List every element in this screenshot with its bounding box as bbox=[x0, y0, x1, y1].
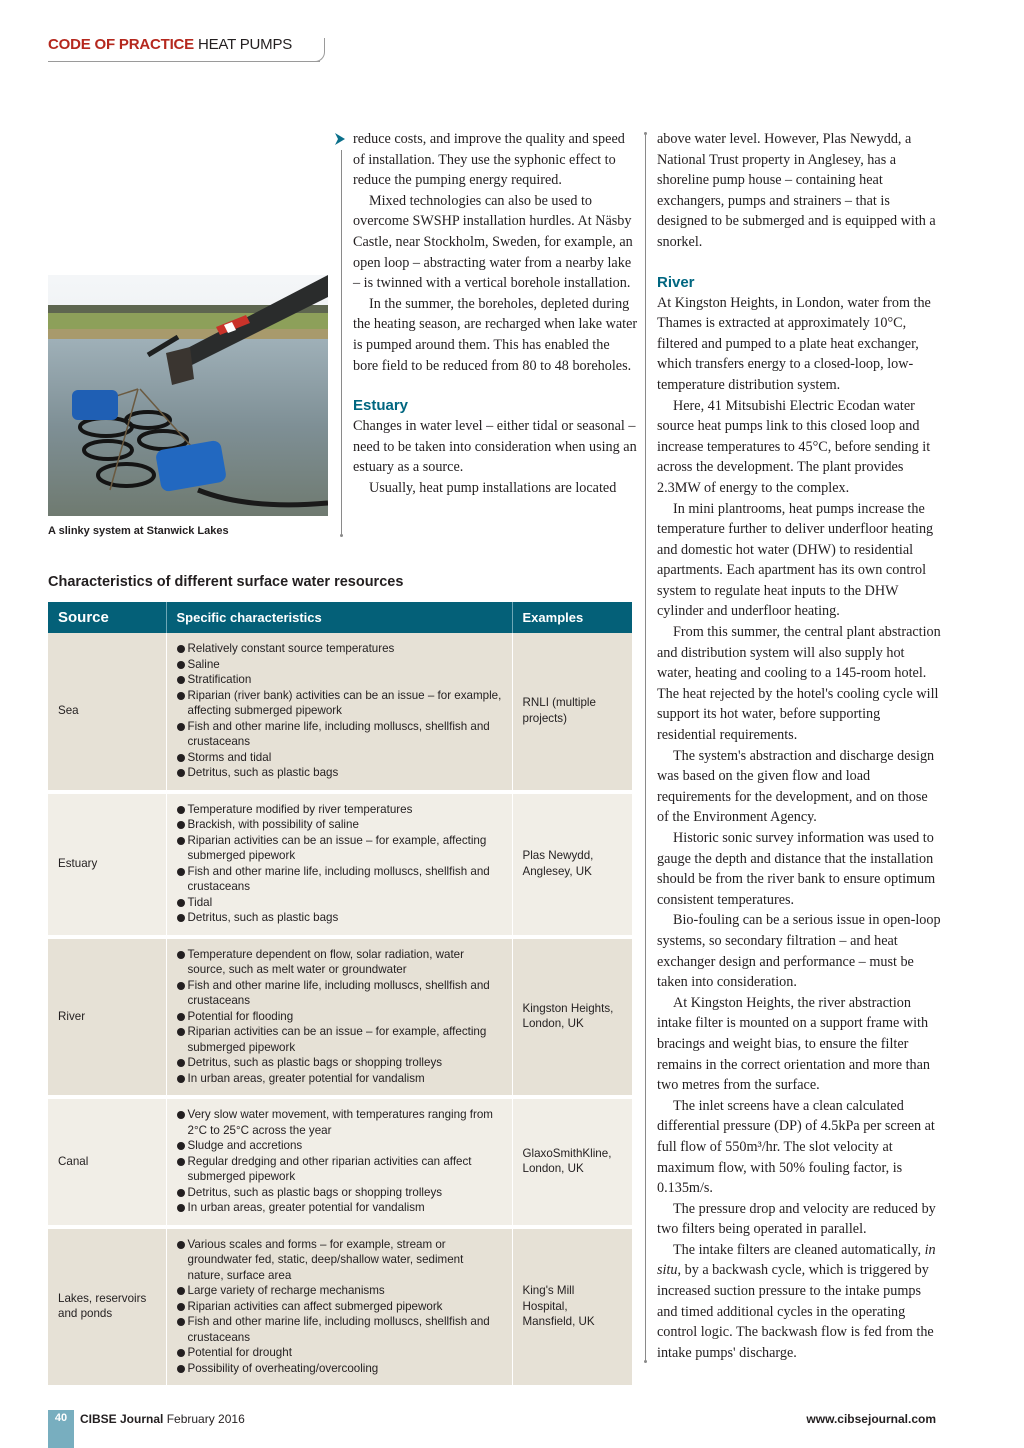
characteristic-item bbox=[177, 1314, 502, 1345]
characteristic-text: Temperature dependent on flow, solar radiation, water source, such as melt water or groundwater bbox=[187, 947, 464, 976]
characteristic-text: Sludge and accretions bbox=[187, 1139, 303, 1152]
running-header bbox=[48, 36, 292, 53]
bullet-icon bbox=[177, 1028, 185, 1036]
bullet-icon bbox=[177, 1318, 185, 1326]
characteristic-text: Relatively constant source temperatures bbox=[187, 642, 395, 655]
cell-characteristics bbox=[166, 1097, 512, 1227]
characteristic-item bbox=[177, 1361, 502, 1377]
characteristic-text: Riparian activities can be an issue – for example, affecting submerged pipework bbox=[187, 833, 487, 862]
journal-url[interactable]: www.cibsejournal.com bbox=[806, 1412, 936, 1426]
bullet-icon bbox=[177, 769, 185, 777]
bullet-icon bbox=[177, 914, 185, 922]
bullet-icon bbox=[177, 821, 185, 829]
characteristic-text: Saline bbox=[187, 657, 220, 671]
table-row bbox=[48, 1097, 632, 1227]
characteristic-text: Tidal bbox=[187, 895, 213, 909]
characteristic-text: Fish and other marine life, including molluscs, shellfish and crustaceans bbox=[187, 1315, 490, 1344]
characteristic-item bbox=[177, 1283, 502, 1299]
characteristic-text: Storms and tidal bbox=[187, 750, 272, 764]
characteristic-item bbox=[177, 641, 502, 657]
subheading-river: River bbox=[657, 273, 695, 291]
body-paragraph: At Kingston Heights, the river abstraction intake filter is mounted on a support frame with bracings and weight bias, to ensure the filter remains in the correct orientation and more than two metres from the surface. bbox=[657, 994, 931, 1094]
column-header-characteristics: Specific characteristics bbox=[166, 602, 512, 633]
characteristic-text: Potential for flooding bbox=[187, 1009, 294, 1023]
bullet-icon bbox=[177, 645, 185, 653]
body-column-2 bbox=[657, 129, 942, 1363]
column-header-source: Source bbox=[48, 602, 166, 633]
cell-examples: GlaxoSmithKline, London, UK bbox=[512, 1097, 632, 1227]
characteristic-item bbox=[177, 750, 502, 766]
characteristic-item bbox=[177, 802, 502, 818]
table-header-row bbox=[48, 602, 632, 633]
table-row bbox=[48, 1227, 632, 1386]
characteristics-list bbox=[177, 641, 502, 781]
characteristic-item bbox=[177, 1071, 502, 1087]
characteristic-item bbox=[177, 1345, 502, 1361]
characteristic-text: Detritus, such as plastic bags bbox=[187, 911, 339, 924]
bullet-icon bbox=[177, 837, 185, 845]
table-title: Characteristics of different surface water resources bbox=[48, 574, 404, 590]
column-rule-right-end bbox=[644, 1360, 647, 1363]
table-row bbox=[48, 633, 632, 792]
cell-characteristics bbox=[166, 1227, 512, 1386]
characteristic-text: In urban areas, greater potential for vandalism bbox=[187, 1201, 425, 1214]
bullet-icon bbox=[177, 951, 185, 959]
section-label: CODE OF PRACTICE bbox=[48, 36, 194, 53]
journal-name: CIBSE Journal bbox=[80, 1412, 164, 1426]
characteristic-item bbox=[177, 1185, 502, 1201]
cell-source: Estuary bbox=[48, 792, 166, 937]
body-paragraph: The system's abstraction and discharge design was based on the given flow and load requirements for the development, and on those of the Environment Agency. bbox=[657, 747, 935, 826]
body-paragraph: In mini plantrooms, heat pumps increase the temperature further to deliver underfloor heating and domestic hot water (DHW) to residential apartments. Each apartment has its own control system to regulate heat inputs to the DHW cylinder and underfloor heating. bbox=[657, 500, 934, 620]
body-paragraph: Historic sonic survey information was used to gauge the depth and distance that the installation should be from the river bank to ensure optimum consistent temperatures. bbox=[657, 830, 936, 908]
body-paragraph: Here, 41 Mitsubishi Electric Ecodan water source heat pumps link to this closed loop and increase temperatures to 45°C, before sending it across the development. The plant provides 2.3MW of energy to the complex. bbox=[657, 397, 931, 496]
cell-examples: Kingston Heights, London, UK bbox=[512, 937, 632, 1098]
characteristic-item bbox=[177, 947, 502, 978]
characteristic-item bbox=[177, 1138, 502, 1154]
bullet-icon bbox=[177, 806, 185, 814]
characteristics-list bbox=[177, 947, 502, 1087]
characteristic-item bbox=[177, 1009, 502, 1025]
body-paragraph: Usually, heat pump installations are located bbox=[369, 479, 617, 496]
cell-characteristics bbox=[166, 937, 512, 1098]
bullet-icon bbox=[177, 692, 185, 700]
characteristics-list bbox=[177, 1107, 502, 1216]
bullet-icon bbox=[177, 754, 185, 762]
bullet-icon bbox=[177, 1142, 185, 1150]
characteristic-text: Regular dredging and other riparian activities can affect submerged pipework bbox=[187, 1154, 472, 1183]
characteristic-item bbox=[177, 1237, 502, 1284]
bullet-icon bbox=[177, 723, 185, 731]
table-row bbox=[48, 792, 632, 937]
body-paragraph: At Kingston Heights, in London, water from the Thames is extracted at approximately 10°C, filtered and pumped to a plate heat exchanger, which transfers energy to a closed-loop, low-temperature distribution system. bbox=[657, 294, 931, 393]
column-rule-right-start bbox=[644, 132, 647, 135]
bullet-icon bbox=[177, 1059, 185, 1067]
topic-label: HEAT PUMPS bbox=[197, 36, 293, 53]
header-rule-curve bbox=[310, 38, 325, 62]
cell-characteristics bbox=[166, 792, 512, 937]
characteristic-text: Very slow water movement, with temperatures ranging from 2°C to 25°C across the year bbox=[187, 1108, 493, 1137]
footer-journal bbox=[80, 1412, 245, 1426]
characteristic-text: Fish and other marine life, including molluscs, shellfish and crustaceans bbox=[187, 978, 490, 1007]
body-paragraph: reduce costs, and improve the quality and speed of installation. They use the syphonic effect to reduce the pumping energy required. bbox=[353, 131, 625, 189]
characteristic-text: Riparian (river bank) activities can be an issue – for example, affecting submerged pipework bbox=[187, 688, 502, 717]
cell-source: Canal bbox=[48, 1097, 166, 1227]
cell-source: Sea bbox=[48, 633, 166, 792]
characteristic-item bbox=[177, 1024, 502, 1055]
body-column-1 bbox=[353, 129, 638, 499]
body-paragraph: above water level. However, Plas Newydd, a National Trust property in Anglesey, has a shoreline pump house – containing heat exchangers, pumps and strainers – that is designed to be submerged and is equipped with a snorkel. bbox=[657, 131, 936, 250]
body-paragraph: Mixed technologies can also be used to overcome SWSHP installation hurdles. At Näsby Castle, near Stockholm, Sweden, for example, an open loop – abstracting water from a nearby lake – is twinned with a vertical borehole installation. bbox=[353, 192, 633, 292]
bullet-icon bbox=[177, 1204, 185, 1212]
subheading-estuary: Estuary bbox=[353, 397, 409, 415]
characteristic-item bbox=[177, 864, 502, 895]
column-rule-left bbox=[341, 150, 342, 535]
characteristic-text: Brackish, with possibility of saline bbox=[187, 818, 359, 831]
surface-water-table bbox=[48, 602, 632, 1385]
characteristic-text: Temperature modified by river temperatures bbox=[187, 802, 413, 816]
italic-phrase: in situ bbox=[657, 1241, 936, 1279]
characteristic-text: Fish and other marine life, including molluscs, shellfish and crustaceans bbox=[187, 719, 490, 748]
body-paragraph: The pressure drop and velocity are reduced by two filters being operated in parallel. bbox=[657, 1200, 936, 1238]
characteristic-item bbox=[177, 657, 502, 673]
bullet-icon bbox=[177, 1365, 185, 1373]
body-paragraph: In the summer, the boreholes, depleted during the heating season, are recharged when lake water is pumped around them. This has enabled the bore field to be reduced from 80 to 48 boreholes. bbox=[353, 295, 638, 374]
characteristic-text: Riparian activities can affect submerged pipework bbox=[187, 1299, 443, 1313]
characteristic-item bbox=[177, 765, 502, 781]
bullet-icon bbox=[177, 1158, 185, 1166]
characteristic-text: Potential for drought bbox=[187, 1346, 292, 1359]
column-rule-right bbox=[645, 133, 646, 1361]
bullet-icon bbox=[177, 1241, 185, 1249]
cell-examples: King's Mill Hospital, Mansfield, UK bbox=[512, 1227, 632, 1386]
characteristic-item bbox=[177, 833, 502, 864]
characteristic-item bbox=[177, 1200, 502, 1216]
continued-arrow-icon bbox=[333, 132, 347, 146]
bullet-icon bbox=[177, 899, 185, 907]
characteristic-text: Detritus, such as plastic bags or shopping trolleys bbox=[187, 1185, 443, 1199]
cell-examples: Plas Newydd, Anglesey, UK bbox=[512, 792, 632, 937]
bullet-icon bbox=[177, 1303, 185, 1311]
bullet-icon bbox=[177, 1189, 185, 1197]
characteristic-item bbox=[177, 1154, 502, 1185]
slinky-photo bbox=[48, 275, 328, 516]
characteristic-text: Possibility of overheating/overcooling bbox=[187, 1361, 379, 1375]
characteristics-list bbox=[177, 802, 502, 926]
characteristic-text: Large variety of recharge mechanisms bbox=[187, 1284, 385, 1297]
header-rule bbox=[48, 61, 320, 62]
characteristic-item bbox=[177, 910, 502, 926]
body-paragraph: The inlet screens have a clean calculated differential pressure (DP) of 4.5kPa per screen at full flow of 550m³/hr. The slot velocity at maximum flow, with 50% fouling factor, is 0.135m/s. bbox=[657, 1097, 935, 1197]
characteristic-text: Riparian activities can be an issue – for example, affecting submerged pipework bbox=[187, 1025, 487, 1054]
bullet-icon bbox=[177, 1287, 185, 1295]
column-header-examples: Examples bbox=[512, 602, 632, 633]
column-rule-left-end bbox=[340, 534, 343, 537]
characteristic-text: Stratification bbox=[187, 673, 252, 686]
characteristic-text: Fish and other marine life, including molluscs, shellfish and crustaceans bbox=[187, 864, 490, 893]
cell-characteristics bbox=[166, 633, 512, 792]
characteristic-item bbox=[177, 1107, 502, 1138]
characteristic-item bbox=[177, 978, 502, 1009]
bullet-icon bbox=[177, 1111, 185, 1119]
characteristic-text: Detritus, such as plastic bags bbox=[187, 766, 339, 779]
body-paragraph-last: The intake filters are cleaned automatically, in situ, by a backwash cycle, which is triggered by increased suction pressure to the intake pumps and timed additional cycles in the operating control logic. The backwash flow is fed from the intake pumps' discharge. bbox=[657, 1241, 936, 1361]
table-row bbox=[48, 937, 632, 1098]
characteristics-list bbox=[177, 1237, 502, 1377]
table-body bbox=[48, 633, 632, 1385]
bullet-icon bbox=[177, 868, 185, 876]
characteristic-item bbox=[177, 672, 502, 688]
characteristic-item bbox=[177, 817, 502, 833]
bullet-icon bbox=[177, 1013, 185, 1021]
page-number: 40 bbox=[54, 1412, 68, 1424]
characteristic-text: Detritus, such as plastic bags or shopping trolleys bbox=[187, 1056, 443, 1069]
bullet-icon bbox=[177, 1349, 185, 1357]
characteristic-text: In urban areas, greater potential for vandalism bbox=[187, 1071, 425, 1085]
characteristic-item bbox=[177, 895, 502, 911]
body-paragraph: From this summer, the central plant abstraction and distribution system will also supply hot water, heating and cooling to a 145-room hotel. The heat rejected by the hotel's cooling cycle will support its hot water, before supporting residential requirements. bbox=[657, 624, 941, 744]
characteristic-item bbox=[177, 719, 502, 750]
cell-source: River bbox=[48, 937, 166, 1098]
bullet-icon bbox=[177, 661, 185, 669]
characteristic-item bbox=[177, 688, 502, 719]
bullet-icon bbox=[177, 982, 185, 990]
characteristic-text: Various scales and forms – for example, stream or groundwater fed, static, deep/shallow water, sediment nature, surface area bbox=[187, 1237, 464, 1282]
issue-date: February 2016 bbox=[166, 1412, 245, 1426]
body-paragraph: Bio-fouling can be a serious issue in open-loop systems, so secondary filtration – and heat exchanger design and performance – must be taken into consideration. bbox=[657, 912, 941, 991]
body-paragraph: Changes in water level – either tidal or seasonal – need to be taken into consideration when using an estuary as a source. bbox=[353, 418, 637, 476]
bullet-icon bbox=[177, 676, 185, 684]
photo-caption: A slinky system at Stanwick Lakes bbox=[48, 525, 229, 537]
bullet-icon bbox=[177, 1075, 185, 1083]
characteristic-item bbox=[177, 1055, 502, 1071]
cell-examples: RNLI (multiple projects) bbox=[512, 633, 632, 792]
characteristic-item bbox=[177, 1299, 502, 1315]
cell-source: Lakes, reservoirs and ponds bbox=[48, 1227, 166, 1386]
